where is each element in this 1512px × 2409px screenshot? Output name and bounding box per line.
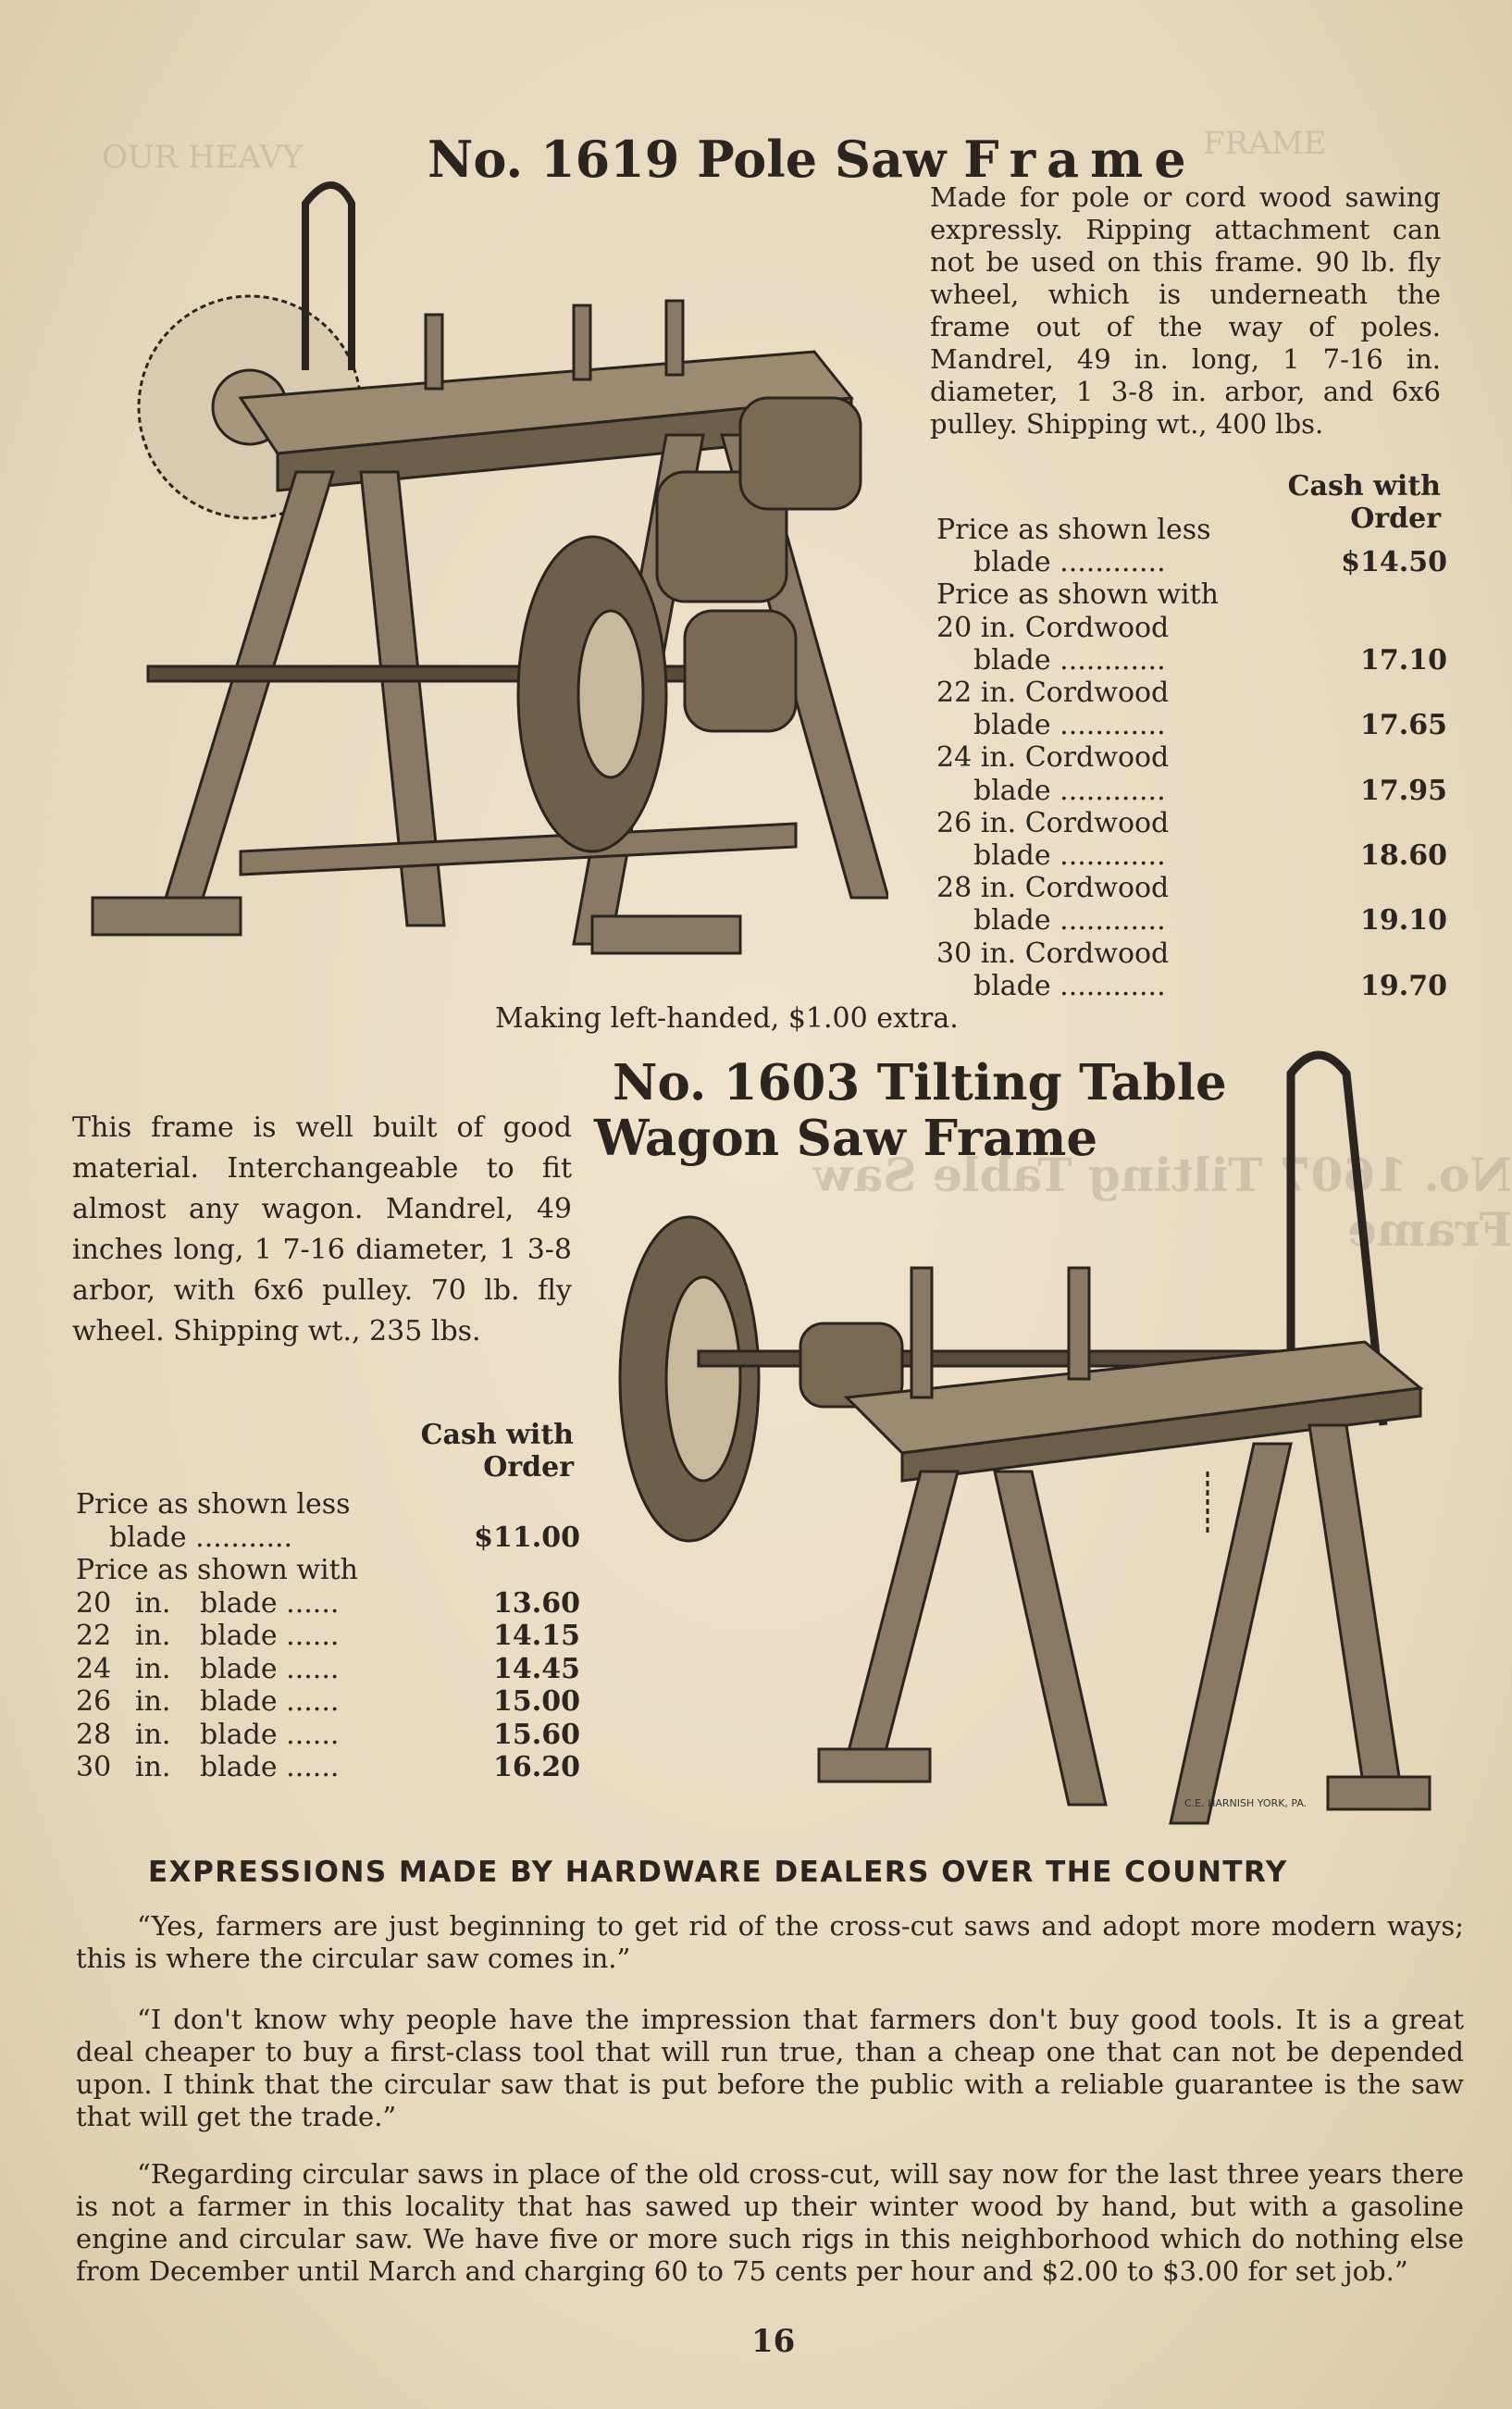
price-label: 24 in. Cordwood [936, 741, 1170, 775]
product-1603-title-line1: No. 1603 Tilting Table [613, 1054, 1227, 1111]
price-row [936, 839, 1447, 872]
product-1619-title [428, 130, 1197, 189]
price-row [76, 1587, 580, 1620]
size: 28 [76, 1718, 112, 1751]
price-row [76, 1488, 580, 1521]
price-row [936, 612, 1447, 644]
price-value: 15.00 [493, 1685, 580, 1718]
cash-header-line1: Cash with [420, 1419, 574, 1451]
price-value: 13.60 [493, 1586, 580, 1620]
product-1603-title-line2: Wagon Saw Frame [594, 1110, 1098, 1167]
unit: in. [135, 1586, 171, 1620]
price-value: $14.50 [1341, 546, 1447, 579]
price-sub: blade ............ [973, 904, 1166, 938]
blade-label: blade ...... [200, 1652, 340, 1685]
price-sub: blade ............ [973, 774, 1166, 807]
price-row [936, 775, 1447, 807]
price-row [936, 904, 1447, 937]
dealer-quote-2: “I don't know why people have the impression that farmers don't buy good tools. It is a great deal cheaper to buy a first-class tool that will run true, than a cheap one that can not be depended upon. I think that the circular saw that is put before the public with a reliable guarantee is the saw that will get the trade.” [76, 2004, 1464, 2132]
blade-label: blade ...... [200, 1620, 340, 1652]
product-1603-cash-header [352, 1419, 574, 1484]
price-label: 26 in. Cordwood [936, 806, 1170, 839]
pole-saw-frame-illustration [56, 157, 888, 990]
size: 30 [76, 1751, 112, 1783]
price-label: 20 in. Cordwood [936, 611, 1170, 644]
product-1619-title-a: No. 1619 Pole Saw [428, 130, 947, 189]
price-row [936, 938, 1447, 970]
engraver-text: C.E. HARNISH YORK, PA. [1184, 1797, 1308, 1809]
tilting-table-saw-frame-illustration [606, 1037, 1444, 1842]
product-1603-price-list [76, 1488, 580, 1784]
price-value: 19.10 [1360, 904, 1447, 938]
page-number: 16 [751, 2323, 796, 2360]
product-1619-title-b: Frame [963, 130, 1197, 189]
price-row [76, 1719, 580, 1752]
price-row [936, 644, 1447, 677]
price-row [936, 677, 1447, 709]
price-row [936, 546, 1447, 578]
unit: in. [135, 1652, 171, 1685]
unit: in. [135, 1620, 171, 1652]
price-value: $11.00 [474, 1521, 580, 1554]
price-row [76, 1620, 580, 1653]
engraver-signature [1184, 1797, 1307, 1809]
price-row [76, 1554, 580, 1587]
price-row [76, 1653, 580, 1686]
price-sub: blade ............ [973, 969, 1166, 1002]
price-value: 17.10 [1360, 643, 1447, 677]
price-row [936, 578, 1447, 611]
price-value: 14.15 [493, 1620, 580, 1652]
price-row [76, 1685, 580, 1719]
price-value: 17.65 [1360, 709, 1447, 742]
dealer-quote-1: “Yes, farmers are just beginning to get rid of the cross-cut saws and adopt more modern ways; this is where the circular saw comes in.” [76, 1910, 1464, 1974]
price-sub: blade ............ [973, 709, 1166, 742]
product-1619-price-list [936, 514, 1447, 1002]
expressions-heading: EXPRESSIONS MADE BY HARDWARE DEALERS OVER THE COUNTRY [148, 1856, 1288, 1889]
unit: in. [135, 1685, 171, 1718]
price-value: 19.70 [1360, 969, 1447, 1002]
price-sub: blade ........... [109, 1521, 293, 1554]
price-label: 22 in. Cordwood [936, 677, 1170, 710]
bleed-through-text: No. 1607 Tilting Table Saw Frame [812, 1148, 1512, 1257]
cash-header-line2: Order [483, 1451, 574, 1484]
unit: in. [135, 1718, 171, 1751]
blade-label: blade ...... [200, 1751, 340, 1783]
size: 20 [76, 1586, 112, 1620]
price-label: Price as shown less [936, 514, 1211, 546]
price-value: 17.95 [1360, 774, 1447, 807]
bleed-through-text: OUR HEAVY [102, 139, 304, 176]
price-sub: blade ............ [973, 643, 1166, 677]
blade-label: blade ...... [200, 1685, 340, 1718]
price-row [76, 1521, 580, 1555]
size: 24 [76, 1652, 112, 1685]
price-label: Price as shown less [76, 1488, 351, 1521]
size: 26 [76, 1685, 112, 1718]
dealer-quote-3: “Regarding circular saws in place of the old cross-cut, will say now for the last three years there is not a farmer in this locality that has sawed up their winter wood by hand, but with a gasoline engine and circular saw. We have five or more such rigs in this neighborhood which do nothing else from December until March and charging 60 to 75 cents per hour and $2.00 to $3.00 for set job.” [76, 2158, 1464, 2287]
price-row [936, 741, 1447, 774]
price-row [936, 872, 1447, 904]
price-row [936, 970, 1447, 1002]
cash-header-text: Cash with Order [1287, 470, 1441, 535]
product-1619-description: Made for pole or cord wood sawing expressly. Ripping attachment can not be used on this frame. 90 lb. fly wheel, which is underneath the frame out of the way of poles. Mandrel, 49 in. long, 1 7-16 in. diameter, 1 3-8 in. arbor, and 6x6 pulley. Shipping wt., 400 lbs. [930, 181, 1441, 440]
price-value: 18.60 [1360, 839, 1447, 873]
price-value: 15.60 [493, 1718, 580, 1751]
price-label: 30 in. Cordwood [936, 937, 1170, 970]
price-label: Price as shown with [936, 578, 1219, 612]
price-sub: blade ............ [973, 546, 1166, 579]
left-handed-note: Making left-handed, $1.00 extra. [495, 1002, 959, 1035]
price-sub: blade ............ [973, 839, 1166, 873]
blade-label: blade ...... [200, 1586, 340, 1620]
price-row [76, 1751, 580, 1784]
price-row [936, 709, 1447, 741]
price-label: 28 in. Cordwood [936, 872, 1170, 905]
blade-label: blade ...... [200, 1718, 340, 1751]
unit: in. [135, 1751, 171, 1783]
price-row [936, 514, 1447, 546]
price-label: Price as shown with [76, 1554, 358, 1586]
price-row [936, 807, 1447, 839]
price-value: 14.45 [493, 1652, 580, 1685]
bleed-through-text: FRAME [1203, 125, 1327, 162]
size: 22 [76, 1620, 112, 1652]
product-1603-description: This frame is well built of good material. Interchangeable to fit almost any wagon. Mandrel, 49 inches long, 1 7-16 diameter, 1 3-8 arbor, with 6x6 pulley. 70 lb. fly wheel. Shipping wt., 235 lbs. [72, 1111, 572, 1347]
price-value: 16.20 [493, 1751, 580, 1783]
